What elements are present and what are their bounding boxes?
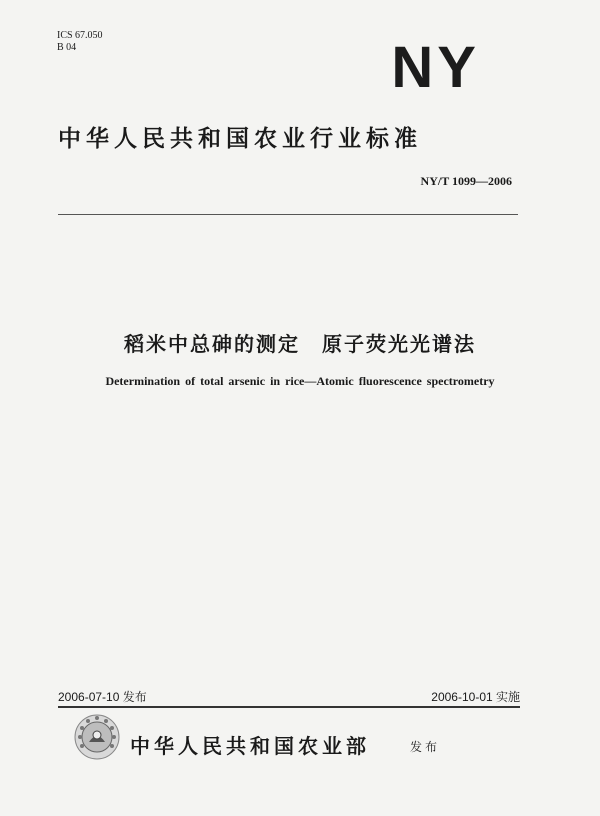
document-title-english: Determination of total arsenic in rice—Atomic fluorescence spectrometry (105, 374, 495, 388)
top-divider (58, 214, 518, 215)
issue-label: 发布 (410, 740, 441, 754)
classification-codes (57, 30, 103, 54)
ministry-emblem-icon (72, 712, 122, 762)
ics-code: ICS 67.050 (57, 30, 103, 41)
ccs-code: B 04 (57, 42, 77, 53)
document-title-chinese: 稻米中总砷的测定 原子荧光光谱法 (124, 332, 476, 356)
issuing-authority: 中华人民共和国农业部 (130, 734, 370, 758)
standard-category: 中华人民共和国农业行业标准 (58, 126, 422, 152)
ny-logo: NY (391, 35, 480, 100)
bottom-divider (58, 706, 520, 708)
publish-date: 2006-07-10 发布 (58, 690, 147, 704)
implement-date: 2006-10-01 实施 (431, 690, 520, 704)
standard-number: NY/T 1099—2006 (420, 174, 512, 188)
